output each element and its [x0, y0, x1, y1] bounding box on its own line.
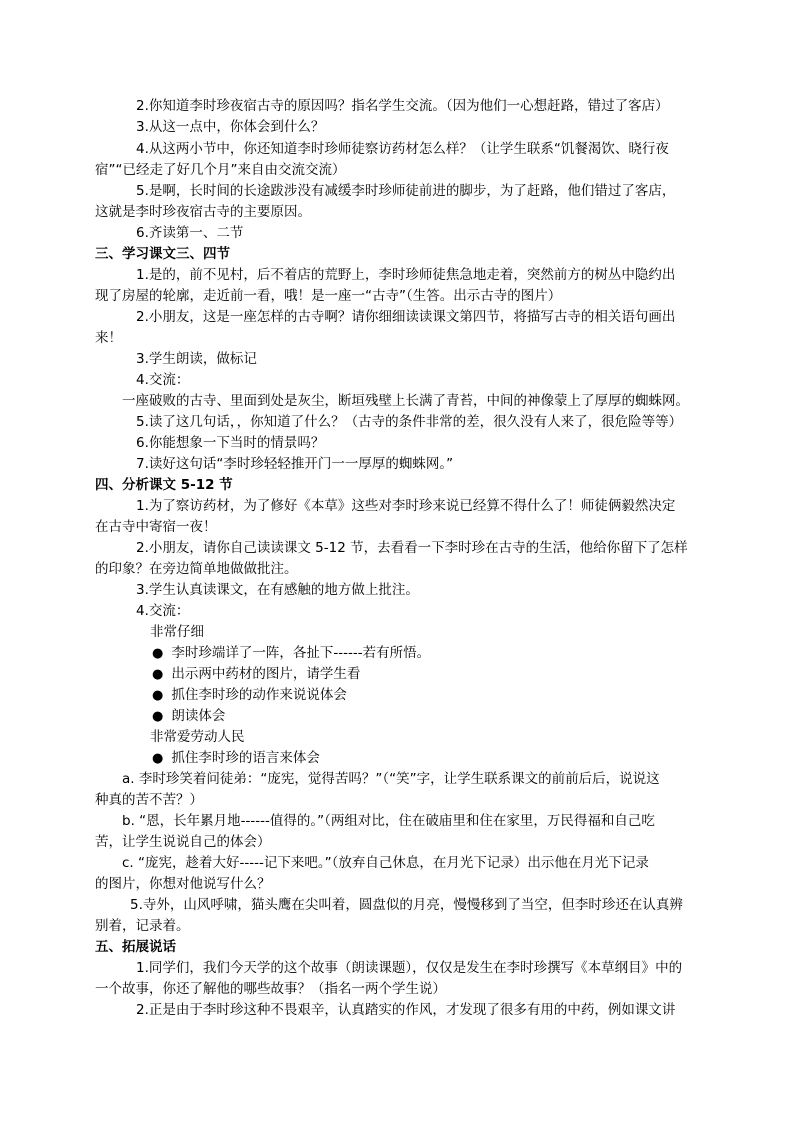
bullet-icon: ●	[152, 646, 164, 661]
paragraph-line: 3.学生朗读，做标记	[136, 351, 257, 367]
paragraph-line: 别着，记录着。	[95, 918, 190, 934]
paragraph-line: 1.为了察访药材，为了修好《本草》这些对李时珍来说已经算不得什么了！师徒俩毅然决定	[136, 498, 676, 514]
paragraph-line: 现了房屋的轮廓，走近前一看，哦！是一座一“古寺”（生答。出示古寺的图片）	[95, 288, 562, 304]
paragraph-line: 4.交流：	[136, 603, 190, 619]
paragraph-line: 2.小朋友，这是一座怎样的古寺啊？请你细细读读课文第四节，将描写古寺的相关语句画出	[136, 309, 676, 325]
paragraph-line: 的印象？在旁边简单地做做批注。	[95, 561, 298, 577]
paragraph-line: 5.读了这几句话，，你知道了什么？（古寺的条件非常的差，很久没有人来了，很危险等等）	[136, 414, 683, 430]
paragraph-line: 3.从这一点中，你体会到什么？	[136, 119, 325, 135]
paragraph-line: 一个故事，你还了解他的哪些故事？（指名一两个学生说）	[95, 981, 446, 997]
bullet-icon: ●	[152, 688, 164, 703]
paragraph-line: 5.寺外，山风呼啸，猫头鹰在尖叫着，圆盘似的月亮，慢慢移到了当空，但李时珍还在认真辨	[130, 897, 683, 913]
paragraph-line: 6.齐读第一、二节	[136, 225, 244, 241]
paragraph-line: 1.同学们，我们今天学的这个故事（朗读课题），仅仅是发生在李时珍撰写《本草纲目》中的	[136, 960, 683, 976]
paragraph-line: 6.你能想象一下当时的情景吗？	[136, 435, 325, 451]
paragraph-line: 2.小朋友，请你自己读读课文 5-12 节，去看看一下李时珍在古寺的生活，他给你留下了怎样	[136, 540, 688, 556]
list-item: ● 朗读体会	[152, 708, 226, 724]
paragraph-line: 2.正是由于李时珍这种不畏艰辛，认真踏实的作风，才发现了很多有用的中药，例如课文讲	[136, 1002, 676, 1018]
paragraph-line: b. “恩，长年累月地------值得的。”（两组对比，住在破庙里和住在家里，万民得福和自己吃	[122, 813, 655, 829]
paragraph-line: 4.从这两小节中，你还知道李时珍师徒察访药材怎么样？（让学生联系“饥餐渴饮、晓行夜	[136, 141, 669, 157]
bullet-icon: ●	[152, 751, 164, 766]
paragraph-line: 种真的苦不苦？）	[95, 792, 203, 808]
paragraph-line: 一座破败的古寺、里面到处是灰尘，断垣残壁上长满了青苔，中间的神像蒙上了厚厚的蜘蛛网。	[122, 393, 689, 409]
paragraph-line: 宿”“已经走了好几个月”来自由交流交流）	[95, 162, 346, 178]
paragraph-line: a. 李时珍笑着问徒弟：“庞宪，觉得苦吗？”（“笑”字，让学生联系课文的前前后后，说说这	[122, 771, 660, 787]
bullet-icon: ●	[152, 667, 164, 682]
paragraph-line: 4.交流：	[136, 372, 190, 388]
subheading: 非常仔细	[150, 624, 204, 640]
paragraph-line: 这就是李时珍夜宿古寺的主要原因。	[95, 204, 311, 220]
paragraph-line: c. “庞宪，趁着大好-----记下来吧。”（放弃自己休息，在月光下记录）出示他在月光下记录	[122, 855, 649, 871]
paragraph-line: 苦，让学生说说自己的体会）	[95, 834, 271, 850]
paragraph-line: 3.学生认真读课文，在有感触的地方做上批注。	[136, 582, 419, 598]
section-heading: 五、拓展说话	[95, 939, 176, 955]
list-item: ● 抓住李时珍的语言来体会	[152, 750, 320, 766]
paragraph-line: 7.读好这句话“李时珍轻轻推开门一一厚厚的蜘蛛网。”	[136, 456, 454, 472]
list-item: ● 出示两中药材的图片，请学生看	[152, 666, 361, 682]
bullet-icon: ●	[152, 709, 164, 724]
subheading: 非常爱劳动人民	[150, 729, 245, 745]
section-heading: 四、分析课文 5-12 节	[95, 477, 233, 493]
list-item: ● 李时珍端详了一阵，各扯下------若有所悟。	[152, 645, 431, 661]
paragraph-line: 5.是啊，长时间的长途跋涉没有减缓李时珍师徒前进的脚步，为了赶路，他们错过了客店，	[136, 183, 676, 199]
paragraph-line: 1.是的，前不见村，后不着店的荒野上，李时珍师徒焦急地走着，突然前方的树丛中隐约出	[136, 267, 676, 283]
section-heading: 三、学习课文三、四节	[95, 246, 230, 262]
list-item: ● 抓住李时珍的动作来说说体会	[152, 687, 347, 703]
paragraph-line: 的图片，你想对他说写什么？	[95, 876, 271, 892]
paragraph-line: 2.你知道李时珍夜宿古寺的原因吗？指名学生交流。（因为他们一心想赶路，错过了客店）	[136, 98, 669, 114]
paragraph-line: 在古寺中寄宿一夜！	[95, 519, 217, 535]
paragraph-line: 来！	[95, 330, 122, 346]
